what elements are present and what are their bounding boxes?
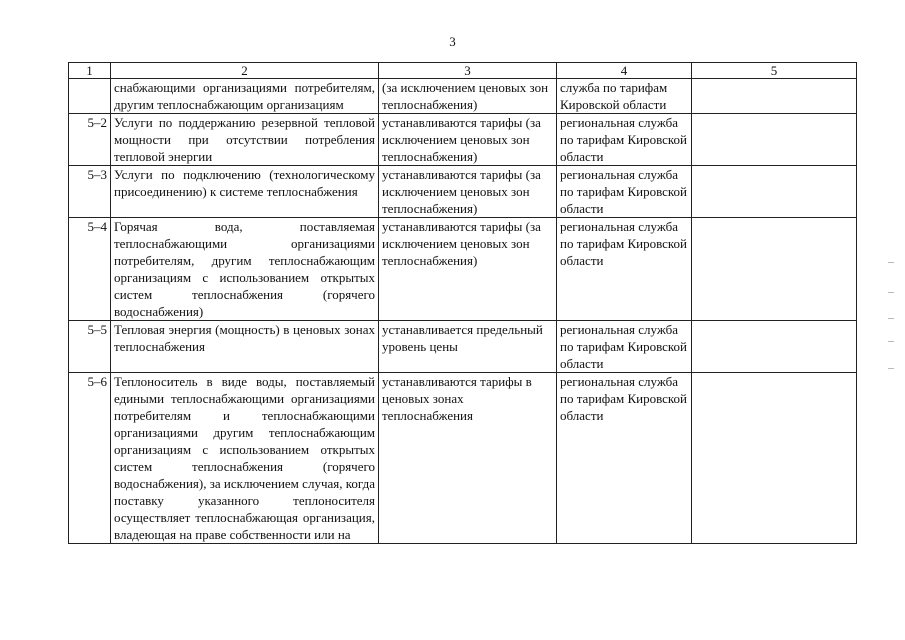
row-number: 5–4 xyxy=(69,218,111,321)
table-row xyxy=(69,79,857,114)
row-number: 5–2 xyxy=(69,114,111,166)
row-authority: региональная служба по тарифам Кировской области xyxy=(557,218,692,321)
row-number xyxy=(69,79,111,114)
row-method: устанавливается предельный уровень цены xyxy=(379,321,557,373)
table-header-row xyxy=(69,63,857,79)
row-authority: региональная служба по тарифам Кировской области xyxy=(557,166,692,218)
row-note xyxy=(692,218,857,321)
column-header-3: 3 xyxy=(379,63,557,79)
row-authority: региональная служба по тарифам Кировской области xyxy=(557,114,692,166)
row-note xyxy=(692,373,857,544)
table-row xyxy=(69,321,857,373)
row-description: Услуги по подключению (технологическому присоединению) к системе теплоснабжения xyxy=(111,166,379,218)
row-method: (за исключением ценовых зон теплоснабжения) xyxy=(379,79,557,114)
table-row xyxy=(69,166,857,218)
row-note xyxy=(692,321,857,373)
row-note xyxy=(692,114,857,166)
row-description: снабжающими организациями потребителям, другим теплоснабжающим организациям xyxy=(111,79,379,114)
table-row xyxy=(69,373,857,544)
table-row xyxy=(69,114,857,166)
row-authority: служба по тарифам Кировской области xyxy=(557,79,692,114)
row-authority: региональная служба по тарифам Кировской области xyxy=(557,373,692,544)
row-note xyxy=(692,79,857,114)
row-number: 5–3 xyxy=(69,166,111,218)
row-authority: региональная служба по тарифам Кировской области xyxy=(557,321,692,373)
column-header-5: 5 xyxy=(692,63,857,79)
scan-artifact xyxy=(888,368,894,369)
row-note xyxy=(692,166,857,218)
row-description: Теплоноситель в виде воды, поставляемый едиными теплоснабжающими организациями потребителям и теплоснабжающими организациями другим теплоснабжающим организациям с использованием открытых систем теплоснабжения (горячего водоснабжения), за исключением случая, когда поставку указанного теплоносителя осуществляет теплоснабжающая организация, владеющая на праве собственности или на xyxy=(111,373,379,544)
page-number: 3 xyxy=(449,34,456,49)
scan-artifact xyxy=(888,341,894,342)
row-method: устанавливаются тарифы (за исключением ценовых зон теплоснабжения) xyxy=(379,218,557,321)
row-description: Услуги по поддержанию резервной тепловой мощности при отсутствии потребления тепловой энергии xyxy=(111,114,379,166)
table-header xyxy=(69,63,857,79)
scan-artifact xyxy=(888,292,894,293)
scan-artifact xyxy=(888,318,894,319)
row-number: 5–5 xyxy=(69,321,111,373)
table-body xyxy=(69,79,857,544)
row-description: Тепловая энергия (мощность) в ценовых зонах теплоснабжения xyxy=(111,321,379,373)
column-header-1: 1 xyxy=(69,63,111,79)
row-method: устанавливаются тарифы (за исключением ценовых зон теплоснабжения) xyxy=(379,114,557,166)
tariff-table xyxy=(68,62,857,544)
row-method: устанавливаются тарифы в ценовых зонах теплоснабжения xyxy=(379,373,557,544)
row-method: устанавливаются тарифы (за исключением ценовых зон теплоснабжения) xyxy=(379,166,557,218)
column-header-4: 4 xyxy=(557,63,692,79)
row-description: Горячая вода, поставляемая теплоснабжающими организациями потребителям, другим теплоснабжающим организациям с использованием открытых систем теплоснабжения (горячего водоснабжения) xyxy=(111,218,379,321)
column-header-2: 2 xyxy=(111,63,379,79)
row-number: 5–6 xyxy=(69,373,111,544)
table-row xyxy=(69,218,857,321)
scan-artifact xyxy=(888,262,894,263)
